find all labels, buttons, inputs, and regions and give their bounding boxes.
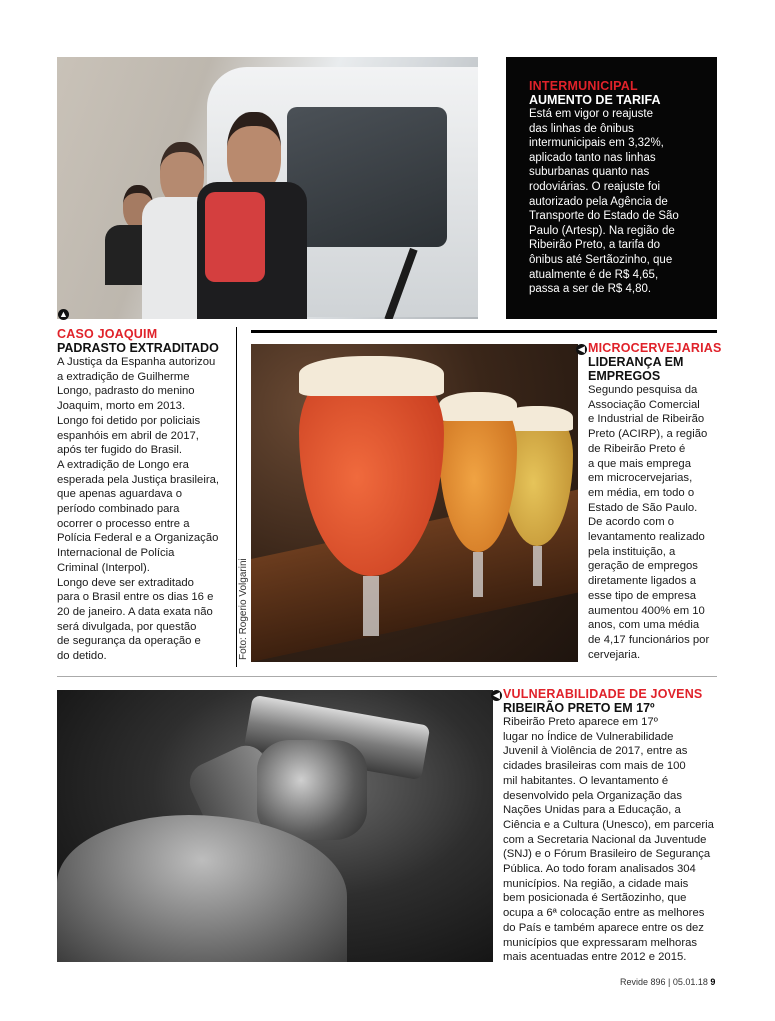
photo-credit: Foto: Rogerio Volgarini — [238, 558, 249, 660]
body-line: aplicado tanto nas linhas — [529, 151, 656, 164]
page-footer — [620, 977, 715, 987]
body-line: ocorrer o processo entre a — [57, 517, 190, 530]
body-line: aumentou 400% em 10 — [588, 604, 705, 617]
beer-stem-3 — [533, 546, 542, 586]
photo-revolver — [57, 690, 493, 962]
caso-body — [57, 355, 237, 664]
body-line: para o Brasil entre os dias 16 e — [57, 591, 214, 604]
body-line: intermunicipais em 3,32%, — [529, 137, 664, 150]
body-line: suburbanas quanto nas — [529, 166, 650, 179]
section-rule — [251, 330, 717, 333]
body-line: de segurança da operação e — [57, 635, 201, 648]
body-line: A extradição de Longo era — [57, 458, 189, 471]
body-line: Ciência e a Cultura (Unesco), em parceria — [503, 818, 714, 831]
body-line: de 4,17 funcionários por — [588, 633, 710, 646]
body-line: mil habitantes. O levantamento é — [503, 774, 669, 787]
body-line: após ter fugido do Brasil. — [57, 444, 182, 457]
body-line: Longo deve ser extraditado — [57, 576, 194, 589]
caso-joaquim-article — [57, 327, 237, 664]
body-line: em microcervejarias, — [588, 472, 693, 485]
arrow-up-icon: ▲ — [59, 309, 68, 319]
body-line: esse tipo de empresa — [588, 589, 697, 602]
beer-stem-2 — [473, 552, 483, 597]
body-line: Criminal (Interpol). — [57, 561, 150, 574]
intermunicipal-kicker: INTERMUNICIPAL — [529, 79, 638, 93]
body-line: que apenas aguardava o — [57, 488, 182, 501]
body-line: Segundo pesquisa da — [588, 384, 698, 396]
body-line: cervejaria. — [588, 648, 641, 661]
micro-headline-2: EMPREGOS — [588, 369, 661, 383]
body-line: de Ribeirão Preto é — [588, 442, 686, 455]
body-line: autorizado pela Agência de — [529, 195, 668, 208]
body-line: Associação Comercial — [588, 398, 700, 411]
body-line: do detido. — [57, 650, 107, 663]
body-line: a que mais emprega — [588, 457, 691, 470]
body-line: com a Secretaria Nacional da Juventude — [503, 833, 707, 846]
body-line: passa a ser de R$ 4,80. — [529, 283, 652, 296]
body-line: Está em vigor o reajuste — [529, 108, 654, 120]
detainee-figure — [197, 112, 307, 319]
body-line: De acordo com o — [588, 516, 675, 529]
caso-kicker: CASO JOAQUIM — [57, 327, 158, 341]
intermunicipal-headline: AUMENTO DE TARIFA — [529, 93, 661, 107]
intermunicipal-body — [529, 107, 715, 297]
body-line: Ribeirão Preto aparece em 17º — [503, 716, 658, 728]
body-line: Nações Unidas para a Educação, a — [503, 804, 681, 817]
body-line: municípios. Na região, a cidade mais — [503, 877, 689, 890]
body-line: a extradição de Guilherme — [57, 370, 190, 383]
vulner-headline: RIBEIRÃO PRETO EM 17º — [503, 701, 655, 715]
photo-beer-glasses — [251, 344, 578, 662]
body-line: desenvolvido pela Organização das — [503, 789, 682, 802]
body-line: pela instituição, a — [588, 545, 676, 558]
micro-headline-1: LIDERANÇA EM — [588, 355, 684, 369]
body-line: e Industrial de Ribeirão — [588, 413, 705, 426]
vulner-body — [503, 715, 723, 965]
body-line: Joaquim, morto em 2013. — [57, 400, 186, 413]
body-line: geração de empregos — [588, 560, 698, 573]
photo-suspect-escort — [57, 57, 478, 319]
body-line: espanhóis em abril de 2017, — [57, 429, 199, 442]
body-line: ônibus até Sertãozinho, que — [529, 253, 673, 266]
caso-headline: PADRASTO EXTRADITADO — [57, 341, 219, 355]
body-line: bem posicionada é Sertãozinho, que — [503, 892, 687, 905]
body-line: será divulgada, por questão — [57, 620, 197, 633]
body-line: levantamento realizado — [588, 531, 705, 544]
body-line: do País e também aparece entre os dez — [503, 921, 704, 934]
van-window-shape — [287, 107, 447, 247]
revolver-cylinder-shape — [257, 740, 367, 840]
arrow-left-icon: ◀ — [576, 344, 587, 355]
body-line: 20 de janeiro. A data exata não — [57, 605, 213, 618]
page-number: 9 — [710, 977, 716, 987]
body-line: ocupa a 6ª colocação entre as melhores — [503, 907, 705, 920]
body-line: (SNJ) e o Fórum Brasileiro de Segurança — [503, 848, 711, 861]
body-line: Estado de São Paulo. — [588, 501, 698, 514]
intermunicipal-box — [506, 57, 717, 319]
micro-body — [588, 383, 723, 662]
body-line: Paulo (Artesp). Na região de — [529, 224, 675, 237]
body-line: mais acentuadas entre 2012 e 2015. — [503, 951, 687, 964]
body-line: período combinado para — [57, 503, 180, 516]
section-separator — [57, 676, 717, 677]
body-line: Polícia Federal e a Organização — [57, 532, 219, 545]
vulnerabilidade-article — [503, 687, 723, 965]
issue-label: Revide 896 | 05.01.18 — [620, 977, 708, 987]
body-line: A Justiça da Espanha autorizou — [57, 356, 216, 368]
beer-stem-1 — [363, 576, 379, 636]
body-line: rodoviárias. O reajuste foi — [529, 180, 661, 193]
body-line: esperada pela Justiça brasileira, — [57, 473, 220, 486]
body-line: diretamente ligados a — [588, 575, 697, 588]
body-line: anos, com uma média — [588, 619, 700, 632]
microcervejarias-article — [588, 341, 723, 662]
body-line: Longo, padrasto do menino — [57, 385, 195, 398]
body-line: Preto (ACIRP), a região — [588, 428, 708, 441]
body-line: Longo foi detido por policiais — [57, 414, 201, 427]
body-line: municípios que expressaram melhoras — [503, 936, 698, 949]
body-line: cidades brasileiras com mais de 100 — [503, 760, 686, 773]
body-line: das linhas de ônibus — [529, 122, 634, 135]
body-line: em média, em todo o — [588, 486, 695, 499]
vulner-kicker: VULNERABILIDADE DE JOVENS — [503, 687, 703, 701]
body-line: Pública. Ao todo foram analisados 304 — [503, 863, 696, 876]
body-line: Transporte do Estado de São — [529, 210, 679, 223]
body-line: Ribeirão Preto, a tarifa do — [529, 239, 661, 252]
body-line: Internacional de Polícia — [57, 547, 175, 560]
arrow-left-icon: ◀ — [491, 690, 502, 701]
body-line: lugar no Índice de Vulnerabilidade — [503, 730, 674, 743]
micro-kicker: MICROCERVEJARIAS — [588, 341, 722, 355]
body-line: Juvenil à Violência de 2017, entre as — [503, 745, 688, 758]
body-line: atualmente é de R$ 4,65, — [529, 268, 659, 281]
